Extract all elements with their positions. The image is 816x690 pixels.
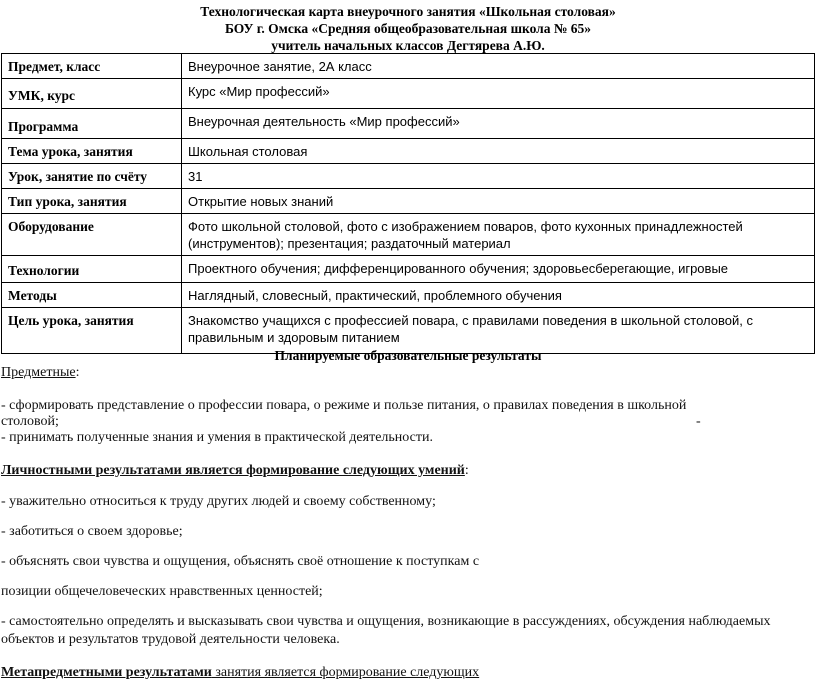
doc-title-line1: Технологическая карта внеурочного занятия «Школьная столовая» — [200, 4, 616, 19]
row-label: Предмет, класс — [2, 54, 182, 79]
table-row — [2, 189, 815, 214]
row-value: Внеурочное занятие, 2А класс — [182, 54, 815, 79]
row-label: Тип урока, занятия — [2, 189, 182, 214]
lesson-card-table — [1, 53, 815, 354]
personal-item: объектов и результатов трудовой деятельности человека. — [1, 632, 340, 647]
row-value: Проектного обучения; дифференцированного обучения; здоровьесберегающие, игровые — [182, 256, 815, 283]
row-label: УМК, курс — [2, 79, 182, 109]
row-label: Тема урока, занятия — [2, 139, 182, 164]
subject-item-dash: - — [696, 414, 701, 429]
table-row — [2, 164, 815, 189]
row-value: Внеурочная деятельность «Мир профессий» — [182, 109, 815, 139]
meta-results-heading — [1, 664, 479, 682]
subject-results-colon: : — [75, 365, 80, 380]
table-row — [2, 109, 815, 139]
doc-title-line3: учитель начальных классов Дегтярева А.Ю. — [271, 38, 545, 53]
subject-item-1: - сформировать представление о профессии повара, о режиме и пользе питания, о правилах поведения в школьной — [1, 398, 687, 413]
personal-item: - самостоятельно определять и высказывать свои чувства и ощущения, возникающие в рассуждениях, обсуждения наблюдаемых — [1, 614, 771, 629]
row-label: Технологии — [2, 256, 182, 283]
personal-results-colon: : — [464, 463, 469, 478]
subject-item-2: - принимать полученные знания и умения в практической деятельности. — [1, 430, 433, 445]
row-label: Урок, занятие по счёту — [2, 164, 182, 189]
table-row — [2, 54, 815, 79]
row-value: Наглядный, словесный, практический, проблемного обучения — [182, 283, 815, 308]
row-value: Знакомство учащихся с профессией повара, с правилами поведения в школьной столовой, с правильным и здоровым питанием — [182, 308, 815, 354]
table-row — [2, 139, 815, 164]
subject-results-heading — [1, 364, 79, 382]
meta-results-label-rest: занятия является формирование следующих — [211, 665, 480, 680]
table-row — [2, 214, 815, 256]
row-value: Школьная столовая — [182, 139, 815, 164]
doc-title-line2: БОУ г. Омска «Средняя общеобразовательная школа № 65» — [224, 21, 592, 36]
personal-item: - уважительно относиться к труду других людей и своему собственному; — [1, 494, 436, 509]
personal-item: - объяснять свои чувства и ощущения, объяснять своё отношение к поступкам с — [1, 554, 480, 569]
meta-results-label-bold: Метапредметными результатами — [1, 665, 212, 680]
table-row — [2, 256, 815, 283]
row-value: Открытие новых знаний — [182, 189, 815, 214]
table-row — [2, 308, 815, 354]
row-label: Оборудование — [2, 214, 182, 256]
subject-item-1-cont: столовой; — [1, 414, 59, 429]
row-label: Программа — [2, 109, 182, 139]
row-value: Фото школьной столовой, фото с изображением поваров, фото кухонных принадлежностей (инструментов); презентация; раздаточный материал — [182, 214, 815, 256]
row-label: Цель урока, занятия — [2, 308, 182, 354]
row-value: 31 — [182, 164, 815, 189]
table-row — [2, 283, 815, 308]
row-label: Методы — [2, 283, 182, 308]
table-row — [2, 79, 815, 109]
results-title: Планируемые образовательные результаты — [274, 348, 542, 363]
personal-results-label: Личностными результатами является формирование следующих умений — [1, 463, 465, 478]
personal-results-heading — [1, 462, 469, 480]
personal-item: - заботиться о своем здоровье; — [1, 524, 183, 539]
subject-results-label: Предметные — [1, 365, 76, 380]
personal-item: позиции общечеловеческих нравственных ценностей; — [1, 584, 323, 599]
row-value: Курс «Мир профессий» — [182, 79, 815, 109]
